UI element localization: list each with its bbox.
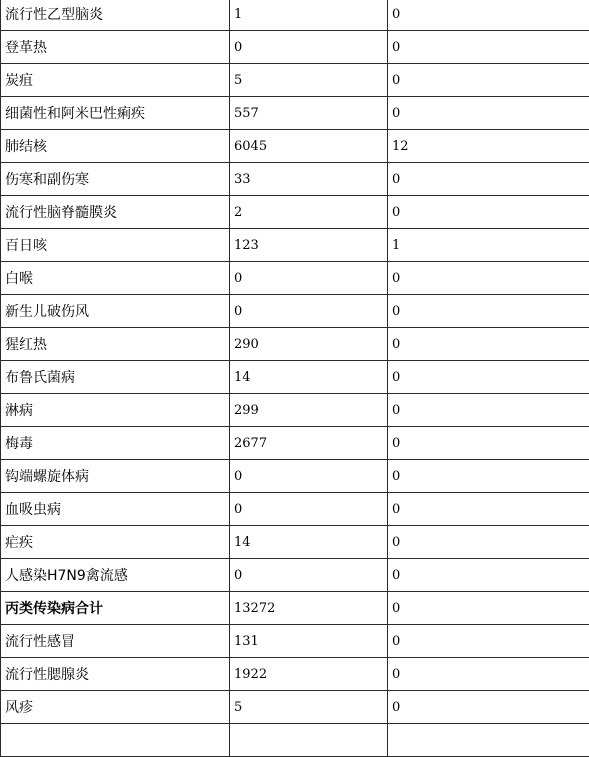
deaths-cell: 0 bbox=[388, 460, 589, 493]
table-row bbox=[1, 460, 589, 493]
deaths-cell: 0 bbox=[388, 262, 589, 295]
cases-cell: 0 bbox=[230, 262, 388, 295]
disease-name-cell: 梅毒 bbox=[1, 427, 230, 460]
deaths-cell: 0 bbox=[388, 592, 589, 625]
disease-name-cell: 流行性腮腺炎 bbox=[1, 658, 230, 691]
deaths-cell: 12 bbox=[388, 130, 589, 163]
cases-cell: 13272 bbox=[230, 592, 388, 625]
table-row bbox=[1, 559, 589, 592]
disease-name-cell: 新生儿破伤风 bbox=[1, 295, 230, 328]
disease-name-cell: 流行性乙型脑炎 bbox=[1, 0, 230, 31]
table-row bbox=[1, 625, 589, 658]
disease-name-cell: 布鲁氏菌病 bbox=[1, 361, 230, 394]
cases-cell: 33 bbox=[230, 163, 388, 196]
table-row bbox=[1, 295, 589, 328]
deaths-cell: 0 bbox=[388, 196, 589, 229]
cases-cell: 0 bbox=[230, 295, 388, 328]
deaths-cell: 0 bbox=[388, 625, 589, 658]
cases-cell: 0 bbox=[230, 493, 388, 526]
cases-cell: 0 bbox=[230, 31, 388, 64]
table-row bbox=[1, 328, 589, 361]
disease-name-cell: 百日咳 bbox=[1, 229, 230, 262]
table-row bbox=[1, 493, 589, 526]
table-row bbox=[1, 64, 589, 97]
disease-name-cell: 疟疾 bbox=[1, 526, 230, 559]
cases-cell: 0 bbox=[230, 460, 388, 493]
cases-cell: 2 bbox=[230, 196, 388, 229]
cases-cell: 14 bbox=[230, 526, 388, 559]
deaths-cell: 0 bbox=[388, 328, 589, 361]
disease-name-cell: 白喉 bbox=[1, 262, 230, 295]
deaths-cell: 0 bbox=[388, 295, 589, 328]
deaths-cell: 0 bbox=[388, 31, 589, 64]
cases-cell: 131 bbox=[230, 625, 388, 658]
disease-name-cell: 流行性脑脊髓膜炎 bbox=[1, 196, 230, 229]
table-row-total bbox=[1, 592, 589, 625]
cases-cell: 1922 bbox=[230, 658, 388, 691]
cases-cell: 0 bbox=[230, 559, 388, 592]
table-row bbox=[1, 691, 589, 724]
cases-cell: 5 bbox=[230, 691, 388, 724]
disease-name-cell: 人感染H7N9禽流感 bbox=[1, 559, 230, 592]
table-row bbox=[1, 196, 589, 229]
deaths-cell: 0 bbox=[388, 658, 589, 691]
table-row bbox=[1, 163, 589, 196]
cases-cell: 299 bbox=[230, 394, 388, 427]
table-row bbox=[1, 526, 589, 559]
deaths-cell: 0 bbox=[388, 97, 589, 130]
table-row bbox=[1, 31, 589, 64]
disease-name-cell: 风疹 bbox=[1, 691, 230, 724]
deaths-cell: 0 bbox=[388, 427, 589, 460]
table-row bbox=[1, 229, 589, 262]
deaths-cell: 0 bbox=[388, 64, 589, 97]
deaths-cell: 0 bbox=[388, 559, 589, 592]
disease-name-cell: 登革热 bbox=[1, 31, 230, 64]
cases-cell: 14 bbox=[230, 361, 388, 394]
disease-name-cell: 炭疽 bbox=[1, 64, 230, 97]
deaths-cell: 0 bbox=[388, 526, 589, 559]
deaths-cell: 0 bbox=[388, 394, 589, 427]
cases-cell: 6045 bbox=[230, 130, 388, 163]
cases-cell: 557 bbox=[230, 97, 388, 130]
disease-table-body bbox=[1, 0, 589, 757]
deaths-cell: 0 bbox=[388, 163, 589, 196]
deaths-cell: 1 bbox=[388, 229, 589, 262]
disease-name-cell: 流行性感冒 bbox=[1, 625, 230, 658]
disease-name-cell: 伤寒和副伤寒 bbox=[1, 163, 230, 196]
disease-name-cell: 钩端螺旋体病 bbox=[1, 460, 230, 493]
cases-cell: 123 bbox=[230, 229, 388, 262]
deaths-cell: 0 bbox=[388, 0, 589, 31]
disease-name-cell: 肺结核 bbox=[1, 130, 230, 163]
cases-cell: 5 bbox=[230, 64, 388, 97]
cases-cell: 1 bbox=[230, 0, 388, 31]
disease-name-cell: 淋病 bbox=[1, 394, 230, 427]
table-row bbox=[1, 0, 589, 31]
disease-name-cell: 丙类传染病合计 bbox=[1, 592, 230, 625]
disease-name-cell: 血吸虫病 bbox=[1, 493, 230, 526]
table-row bbox=[1, 658, 589, 691]
cases-cell: 2677 bbox=[230, 427, 388, 460]
table-row bbox=[1, 361, 589, 394]
table-row bbox=[1, 262, 589, 295]
table-row bbox=[1, 394, 589, 427]
deaths-cell: 0 bbox=[388, 493, 589, 526]
table-row bbox=[1, 97, 589, 130]
deaths-cell: 0 bbox=[388, 361, 589, 394]
disease-name-cell: 细菌性和阿米巴性痢疾 bbox=[1, 97, 230, 130]
deaths-cell: 0 bbox=[388, 691, 589, 724]
table-row bbox=[1, 427, 589, 460]
disease-name-cell: 猩红热 bbox=[1, 328, 230, 361]
table-row bbox=[1, 130, 589, 163]
cases-cell: 290 bbox=[230, 328, 388, 361]
